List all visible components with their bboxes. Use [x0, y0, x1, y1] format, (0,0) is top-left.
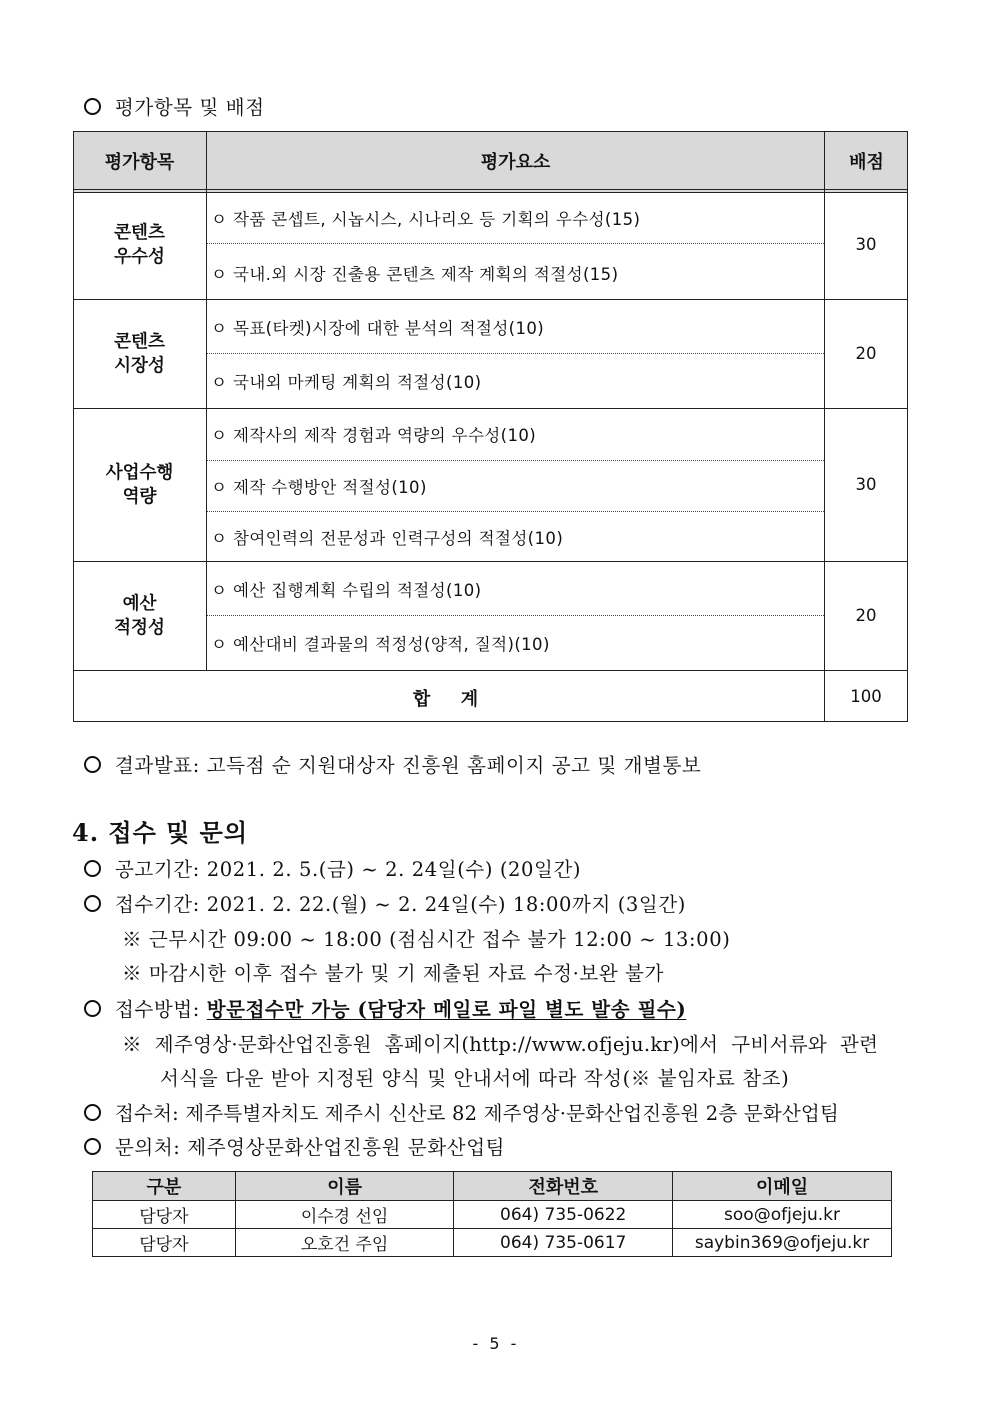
contact-name: 오호건 주임: [235, 1229, 454, 1257]
evaluation-table: [73, 131, 908, 722]
note-homepage-line1: ※ 제주영상·문화산업진흥원 홈페이지(http://www.ofjeju.kr)에서 구비서류와 관련: [122, 1033, 879, 1056]
circle-bullet-icon: [84, 860, 101, 877]
receipt-place: 접수처: 제주특별자치도 제주시 신산로 82 제주영상·문화산업진흥원 2층 문화산업팀: [84, 1098, 839, 1126]
header-score: 배점: [849, 152, 884, 173]
category-label: 콘텐츠 우수성: [114, 223, 165, 267]
score-value: 30: [855, 475, 877, 494]
contact-role: 담당자: [93, 1229, 236, 1257]
eval-element: ㅇ 참여인력의 전문성과 인력구성의 적절성(10): [211, 529, 564, 548]
score-value: 30: [855, 235, 877, 254]
contact-role: 담당자: [93, 1201, 236, 1229]
method-value: 방문접수만 가능 (담당자 메일로 파일 별도 발송 필수): [206, 998, 687, 1021]
score-value: 20: [855, 344, 877, 363]
contact-phone: 064) 735-0617: [454, 1229, 673, 1257]
eval-element: ㅇ 국내.외 시장 진출용 콘텐츠 제작 계획의 적절성(15): [211, 265, 619, 284]
eval-element: ㅇ 예산 집행계획 수립의 적절성(10): [211, 581, 482, 600]
table-row: [93, 1229, 892, 1257]
contact-email[interactable]: soo@ofjeju.kr: [673, 1201, 892, 1229]
receipt-period: 접수기간: 2021. 2. 22.(월) ~ 2. 24일(수) 18:00까지 (3일간): [84, 889, 686, 917]
inquiry-place: 문의처: 제주영상문화산업진흥원 문화산업팀: [84, 1132, 505, 1160]
circle-bullet-icon: [84, 1104, 101, 1121]
eval-element: ㅇ 제작사의 제작 경험과 역량의 우수성(10): [211, 426, 537, 445]
note-hours: ※ 근무시간 09:00 ~ 18:00 (점심시간 접수 불가 12:00 ~ 13:00): [122, 928, 731, 951]
contact-name: 이수경 선임: [235, 1201, 454, 1229]
header-category: 구분: [93, 1172, 236, 1201]
receipt-method: 접수방법: 방문접수만 가능 (담당자 메일로 파일 별도 발송 필수): [84, 994, 686, 1022]
eval-element: ㅇ 국내외 마케팅 계획의 적절성(10): [211, 373, 482, 392]
section-title: 4. 접수 및 문의: [72, 818, 249, 847]
table-row: [93, 1201, 892, 1229]
result-notice: 결과발표: 고득점 순 지원대상자 진흥원 홈페이지 공고 및 개별통보: [84, 750, 701, 778]
category-label: 예산 적정성: [114, 594, 165, 638]
total-score: 100: [850, 687, 882, 706]
eval-heading: 평가항목 및 배점: [84, 92, 265, 120]
contact-email[interactable]: saybin369@ofjeju.kr: [673, 1229, 892, 1257]
category-label: 사업수행 역량: [105, 463, 174, 507]
eval-element: ㅇ 목표(타켓)시장에 대한 분석의 적절성(10): [211, 319, 545, 338]
eval-element: ㅇ 작품 콘셉트, 시놉시스, 시나리오 등 기획의 우수성(15): [211, 210, 641, 229]
header-eval-item: 평가항목: [104, 152, 175, 173]
total-label: 합 계: [412, 689, 485, 710]
eval-element: ㅇ 제작 수행방안 적절성(10): [211, 478, 427, 497]
note-deadline: ※ 마감시한 이후 접수 불가 및 기 제출된 자료 수정·보완 불가: [122, 962, 664, 985]
score-value: 20: [855, 606, 877, 625]
circle-bullet-icon: [84, 98, 101, 115]
page-number: - 5 -: [472, 1334, 520, 1353]
header-phone: 전화번호: [454, 1172, 673, 1201]
header-name: 이름: [235, 1172, 454, 1201]
header-eval-element: 평가요소: [480, 152, 551, 173]
circle-bullet-icon: [84, 895, 101, 912]
header-email: 이메일: [673, 1172, 892, 1201]
circle-bullet-icon: [84, 1000, 101, 1017]
note-homepage-line2: 서식을 다운 받아 지정된 양식 및 안내서에 따라 작성(※ 붙임자료 참조): [160, 1067, 790, 1090]
category-label: 콘텐츠 시장성: [114, 332, 165, 376]
contact-header-row: [93, 1172, 892, 1201]
contact-table: [92, 1171, 892, 1257]
circle-bullet-icon: [84, 1138, 101, 1155]
announce-period: 공고기간: 2021. 2. 5.(금) ~ 2. 24일(수) (20일간): [84, 854, 581, 882]
eval-element: ㅇ 예산대비 결과물의 적정성(양적, 질적)(10): [211, 635, 550, 654]
circle-bullet-icon: [84, 756, 101, 773]
contact-phone: 064) 735-0622: [454, 1201, 673, 1229]
